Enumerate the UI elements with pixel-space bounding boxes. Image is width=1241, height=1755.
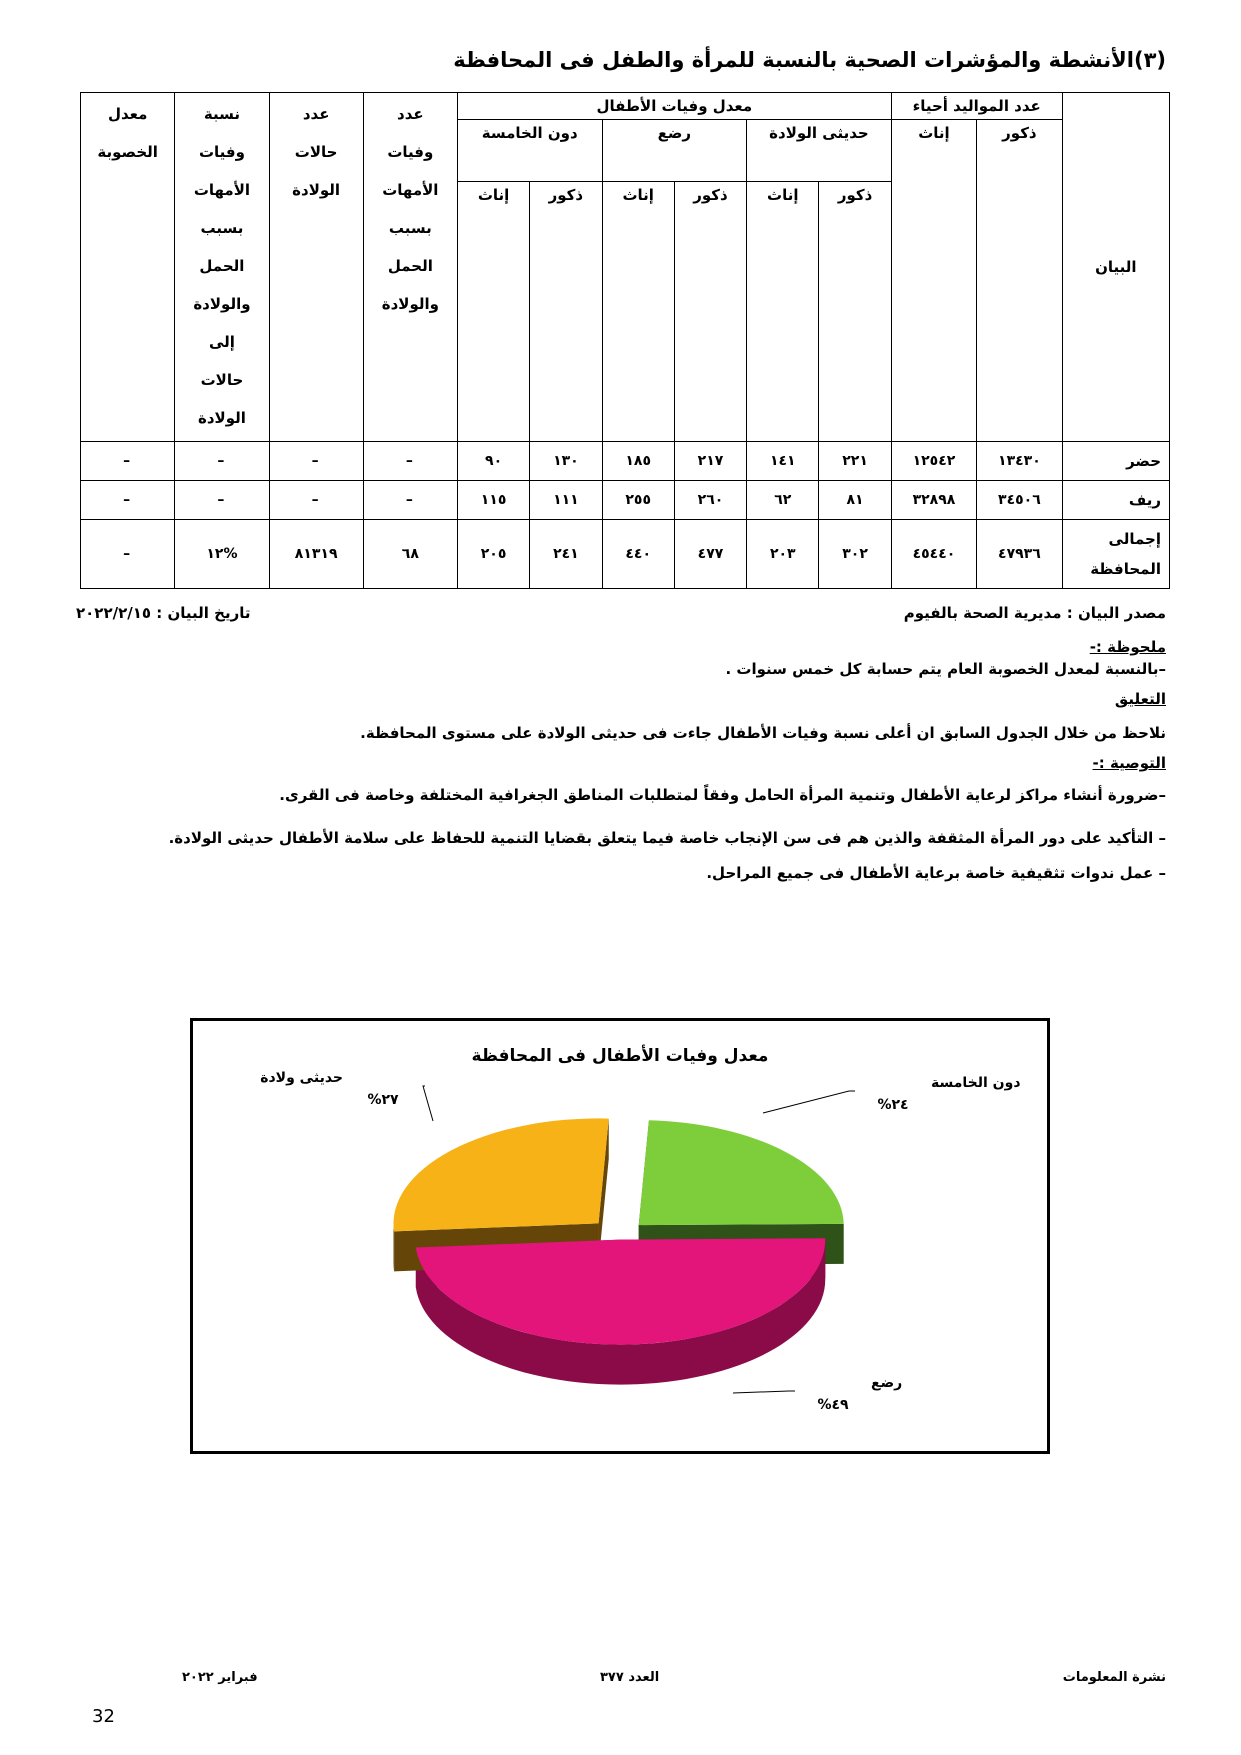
- comment-text: نلاحظ من خلال الجدول السابق ان أعلى نسبة وفيات الأطفال جاءت فى حديثى الولادة على مستوى المحافظة.: [360, 724, 1166, 742]
- slice-value-label: %٢٧: [367, 1092, 399, 1108]
- table-row: [81, 520, 1170, 589]
- header-infant: رضع: [602, 120, 747, 182]
- table-cell: ٢٥٥: [602, 481, 674, 520]
- note-text: –بالنسبة لمعدل الخصوبة العام يتم حسابة كل خمس سنوات .: [725, 660, 1166, 678]
- header-maternal-deaths: عدد وفيات الأمهات بسبب الحمل والولادة: [363, 93, 457, 442]
- comment-heading: التعليق: [1114, 690, 1166, 708]
- row-label: ريف: [1062, 481, 1169, 520]
- row-label: حضر: [1062, 442, 1169, 481]
- header-live-births: عدد المواليد أحياء: [891, 93, 1062, 120]
- table-row: [81, 481, 1170, 520]
- header-fertility-rate: معدل الخصوبة: [81, 93, 175, 442]
- table-cell: ٤٧٩٣٦: [977, 520, 1062, 589]
- table-cell: ٦٢: [747, 481, 819, 520]
- chart-title: معدل وفيات الأطفال فى المحافظة: [471, 1046, 769, 1066]
- slice-value-label: %٢٤: [877, 1097, 909, 1113]
- slice-value-label: %٤٩: [817, 1397, 849, 1413]
- header-under-five-male: ذكور: [530, 182, 602, 442]
- health-indicators-table: [80, 92, 1170, 589]
- header-infant-female: إناث: [602, 182, 674, 442]
- header-child-mortality: معدل وفيات الأطفال: [457, 93, 891, 120]
- pie-slice-under-five: [639, 1120, 844, 1225]
- table-cell: –: [81, 481, 175, 520]
- footer-date: فبراير ٢٠٢٢: [182, 1670, 258, 1685]
- pie-chart-box: [190, 1018, 1050, 1454]
- table-cell: –: [81, 442, 175, 481]
- table-cell: ٢٤١: [530, 520, 602, 589]
- slice-label: رضع: [871, 1375, 903, 1391]
- data-source: مصدر البيان : مديرية الصحة بالفيوم: [903, 604, 1166, 622]
- table-cell: ١٣٠: [530, 442, 602, 481]
- table-cell: ٤٧٧: [674, 520, 746, 589]
- recommendation-heading: التوصية :-: [1092, 754, 1166, 772]
- table-cell: ١٢٥٤٢: [891, 442, 976, 481]
- slice-label: دون الخامسة: [931, 1075, 1021, 1091]
- table-cell: ٤٥٤٤٠: [891, 520, 976, 589]
- table-cell: ٩٠: [457, 442, 529, 481]
- slice-label: حديثى ولادة: [260, 1070, 343, 1086]
- header-newborn: حديثى الولادة: [747, 120, 892, 182]
- pie-slice-newborn: [394, 1118, 609, 1231]
- table-row: [81, 442, 1170, 481]
- table-cell: ٢٢١: [819, 442, 891, 481]
- header-births-male: ذكور: [977, 120, 1062, 442]
- table-cell: ٣٤٥٠٦: [977, 481, 1062, 520]
- table-cell: –: [269, 481, 363, 520]
- notes-section: [76, 636, 1166, 884]
- recommendation-1: –ضرورة أنشاء مراكز لرعاية الأطفال وتنمية المرأة الحامل وفقاً لمتطلبات المناطق الجغرافية المختلفة وخاصة فى القرى.: [279, 786, 1166, 804]
- table-cell: ١٨٥: [602, 442, 674, 481]
- source-line: [76, 604, 1166, 622]
- row-label: إجمالى المحافظة: [1062, 520, 1169, 589]
- table-cell: ٢٠٣: [747, 520, 819, 589]
- table-cell: ٣٠٢: [819, 520, 891, 589]
- table-cell: ١١٥: [457, 481, 529, 520]
- header-under-five-female: إناث: [457, 182, 529, 442]
- leader-line: [763, 1091, 855, 1113]
- table-cell: ١٤١: [747, 442, 819, 481]
- table-cell: ٤٤٠: [602, 520, 674, 589]
- table-cell: ٢٦٠: [674, 481, 746, 520]
- recommendation-2: – التأكيد على دور المرأة المثقفة والذين هم فى سن الإنجاب خاصة فيما يتعلق بقضايا التنمية للحفاظ على سلامة الأطفال حديثى الولادة.: [168, 829, 1166, 847]
- page-number: 32: [92, 1706, 115, 1727]
- footer-issue: العدد ٣٧٧: [600, 1670, 660, 1685]
- table-cell: –: [175, 481, 269, 520]
- header-infant-male: ذكور: [674, 182, 746, 442]
- header-births-female: إناث: [891, 120, 976, 442]
- recommendation-3: – عمل ندوات تثقيفية خاصة برعاية الأطفال فى جميع المراحل.: [706, 864, 1166, 882]
- header-newborn-male: ذكور: [819, 182, 891, 442]
- leader-line: [423, 1086, 433, 1121]
- page-title: (٣)الأنشطة والمؤشرات الصحية بالنسبة للمرأة والطفل فى المحافظة: [453, 48, 1166, 72]
- header-maternal-ratio: نسبة وفيات الأمهات بسبب الحمل والولادة إلى حالات الولادة: [175, 93, 269, 442]
- footer-publication: نشرة المعلومات: [1062, 1670, 1166, 1685]
- header-under-five: دون الخامسة: [457, 120, 602, 182]
- table-cell: ٨١٣١٩: [269, 520, 363, 589]
- table-cell: –: [363, 442, 457, 481]
- pie-chart: [193, 1021, 1047, 1451]
- table-cell: ٢٠٥: [457, 520, 529, 589]
- table-cell: ٣٢٨٩٨: [891, 481, 976, 520]
- table-cell: %١٢: [175, 520, 269, 589]
- table-cell: ٨١: [819, 481, 891, 520]
- table-cell: ٦٨: [363, 520, 457, 589]
- table-cell: –: [363, 481, 457, 520]
- note-heading: ملحوظة :-: [1089, 638, 1166, 656]
- data-date: تاريخ البيان : ٢٠٢٢/٢/١٥: [76, 604, 251, 622]
- table-cell: ٢١٧: [674, 442, 746, 481]
- table-cell: ١١١: [530, 481, 602, 520]
- table-cell: –: [269, 442, 363, 481]
- leader-line: [733, 1391, 795, 1393]
- header-birth-cases: عدد حالات الولادة: [269, 93, 363, 442]
- header-statement: البيان: [1062, 93, 1169, 442]
- table-cell: ١٣٤٣٠: [977, 442, 1062, 481]
- table-cell: –: [81, 520, 175, 589]
- header-newborn-female: إناث: [747, 182, 819, 442]
- table-cell: –: [175, 442, 269, 481]
